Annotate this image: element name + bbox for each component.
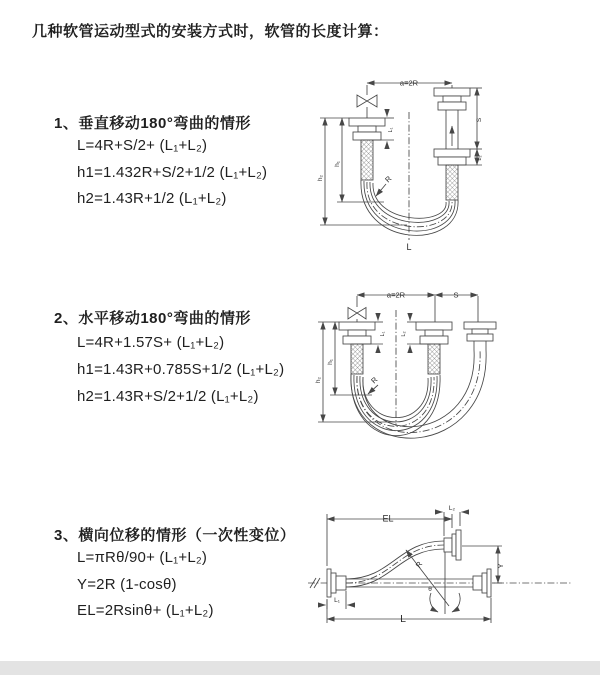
hose-curve: [351, 374, 440, 436]
d3-label-el: EL: [382, 513, 394, 524]
formula-line: h2=1.43R+S/2+1/2 (L₁+L₂): [77, 388, 259, 405]
formula-line: h1=1.432R+S/2+1/2 (L₁+L₂): [77, 164, 268, 181]
valve-icon: [357, 95, 367, 107]
d2-label-l1: L₁: [380, 331, 386, 337]
page-title: 几种软管运动型式的安装方式时，软管的长度计算：: [32, 23, 389, 40]
d2-label-h2: h₂: [315, 376, 322, 384]
d3-label-theta: θ: [428, 586, 432, 593]
diagram-lateral-displacement: [300, 500, 600, 655]
d1-label-s: S: [476, 117, 483, 123]
d2-label-span: a=2R: [386, 290, 406, 300]
hose-curve-displaced: [351, 350, 486, 438]
angle-arc: [430, 593, 438, 612]
section-1-heading: 1、垂直移动180°弯曲的情形: [54, 115, 251, 132]
formula-line: L=4R+1.57S+ (L₁+L₂): [77, 334, 225, 351]
d3-label-r: R: [413, 559, 425, 570]
d3-label-y: Y: [496, 563, 505, 569]
valve-icon: [348, 308, 357, 320]
d2-linework: [318, 295, 496, 438]
left-flange: [339, 322, 375, 330]
d1-label-l: L: [406, 242, 412, 252]
d2-label-s: S: [453, 290, 459, 300]
left-flange: [349, 118, 385, 126]
d1-label-r: R: [383, 174, 394, 185]
formula-line: L=πRθ/90+ (L₁+L₂): [77, 549, 208, 566]
d2-label-r: R: [369, 375, 380, 386]
formula-line: L=4R+S/2+ (L₁+L₂): [77, 137, 208, 154]
radius-line: [406, 550, 449, 606]
d1-label-h2: h₂: [317, 174, 324, 182]
right-flange: [473, 576, 482, 590]
braided-hose: [428, 344, 440, 374]
displaced-flange: [444, 538, 452, 552]
section-2-heading: 2、水平移动180°弯曲的情形: [54, 310, 251, 327]
d1-linework: [320, 83, 482, 240]
braided-hose: [361, 140, 373, 180]
page-bottom-edge: [0, 661, 600, 675]
braided-hose: [351, 344, 363, 374]
d3-label-l1: L₁: [334, 597, 340, 604]
d1-label-span: a=2R: [399, 78, 419, 88]
formula-line: h1=1.43R+0.785S+1/2 (L₁+L₂): [77, 361, 285, 378]
d1-label-l1: L₁: [388, 127, 394, 133]
left-flange: [327, 569, 331, 597]
displaced-flange: [464, 322, 496, 329]
braided-hose: [446, 165, 458, 200]
diagram-horizontal-180-bend: [310, 288, 510, 443]
d2-label-l2: L₂: [401, 331, 407, 337]
right-flange: [434, 88, 470, 96]
d3-label-l: L: [400, 613, 406, 625]
d3-linework: [308, 512, 572, 623]
d3-labels: [334, 505, 505, 625]
d1-label-h1: h₁: [334, 161, 341, 167]
section-3-heading: 3、横向位移的情形（一次性变位）: [54, 527, 296, 544]
formula-line: EL=2Rsinθ+ (L₁+L₂): [77, 602, 214, 619]
d3-label-l2: L₂: [448, 505, 456, 512]
hose-curve: [361, 180, 458, 235]
middle-flange: [416, 322, 452, 330]
formula-line: h2=1.43R+1/2 (L₁+L₂): [77, 190, 227, 207]
formula-line: Y=2R (1-cosθ): [77, 576, 177, 593]
d2-label-h1: h₁: [327, 359, 334, 365]
d1-label-l2: L₂: [477, 155, 483, 161]
diagram-vertical-180-bend: [312, 74, 512, 259]
